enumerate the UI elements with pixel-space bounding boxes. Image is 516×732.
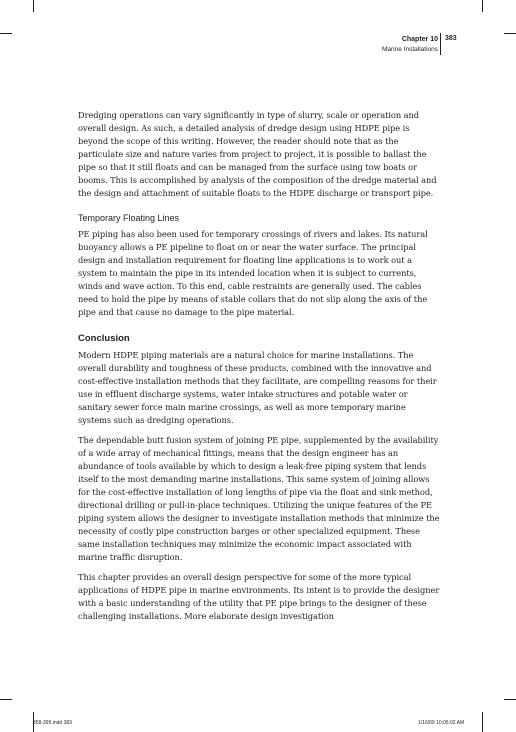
conclusion-paragraph: This chapter provides an overall design perspective for some of the more typical applications of HDPE pipe in marine environments. Its intent is to provide the designer with a basic understanding of the utility that PE pipe brings to the designer of these challenging installations. More elaborate design investigation: [78, 572, 440, 621]
crop-mark: [504, 33, 516, 34]
crop-mark: [0, 33, 12, 34]
conclusion-heading: Conclusion: [78, 333, 130, 344]
header-divider: [440, 33, 441, 55]
conclusion-paragraph: Modern HDPE piping materials are a natural choice for marine installations. The overall durability and toughness of these products, combined with the innovative and cost-effective installation methods that they facilitate, are compelling reasons for their use in effluent discharge systems, water intake structures and potable water or sanitary sewer force main marine crossings, as well as more temporary marine systems such as dredging operations.: [78, 350, 437, 425]
running-header: [382, 35, 438, 55]
crop-mark: [33, 0, 34, 12]
crop-mark: [482, 712, 483, 732]
temporary-floating-lines-heading: Temporary Floating Lines: [78, 213, 180, 223]
temporary-floating-lines-paragraph: PE piping has also been used for temporary crossings of rivers and lakes. Its natural buoyancy allows a PE pipeline to float on or near the water surface. The principal design and installation requirement for floating line applications is to work out a system to maintain the pipe in its intended location when it is subject to currents, winds and wave action. To this end, cable restraints are generally used. The cables need to hold the pipe by means of stable collars that do not slip along the axis of the pipe and that cause no damage to the pipe material.: [78, 229, 428, 317]
timestamp-slug: 1/16/09 10:05:02 AM: [418, 720, 465, 726]
conclusion-paragraph: The dependable butt fusion system of joining PE pipe, supplemented by the availability of a wide array of mechanical fittings, means that the design engineer has an abundance of tools available by which to design a leak-free piping system that lends itself to the most demanding marine installations. This same system of joining allows for the cost-effective installation of long lengths of pipe via the float and sink method, directional drilling or pull-in-place techniques. Utilizing the unique features of the PE piping system allows the designer to investigate installation methods that minimize the necessity of costly pipe construction barges or other specialized equipment. These same installation techniques may minimize the economic impact associated with marine traffic disruption.: [78, 435, 440, 562]
intro-paragraph: Dredging operations can vary significantly in type of slurry, scale or operation and overall design. As such, a detailed analysis of dredge design using HDPE pipe is beyond the scope of this writing. However, the reader should note that as the particulate size and nature varies from project to project, it is possible to ballast the pipe so that it still floats and can be managed from the surface using tow boats or booms. This is accomplished by analysis of the composition of the dredge material and the design and attachment of suitable floats to the HDPE discharge or transport pipe.: [78, 110, 437, 198]
crop-mark: [504, 699, 516, 700]
chapter-subtitle: Marine Installations: [382, 46, 438, 53]
page-number: 383: [445, 35, 457, 42]
file-slug: 358-395.indd 383: [33, 720, 72, 726]
crop-mark: [482, 0, 483, 12]
chapter-title: Chapter 10: [401, 36, 438, 43]
page-body: [78, 109, 440, 630]
crop-mark: [0, 699, 12, 700]
